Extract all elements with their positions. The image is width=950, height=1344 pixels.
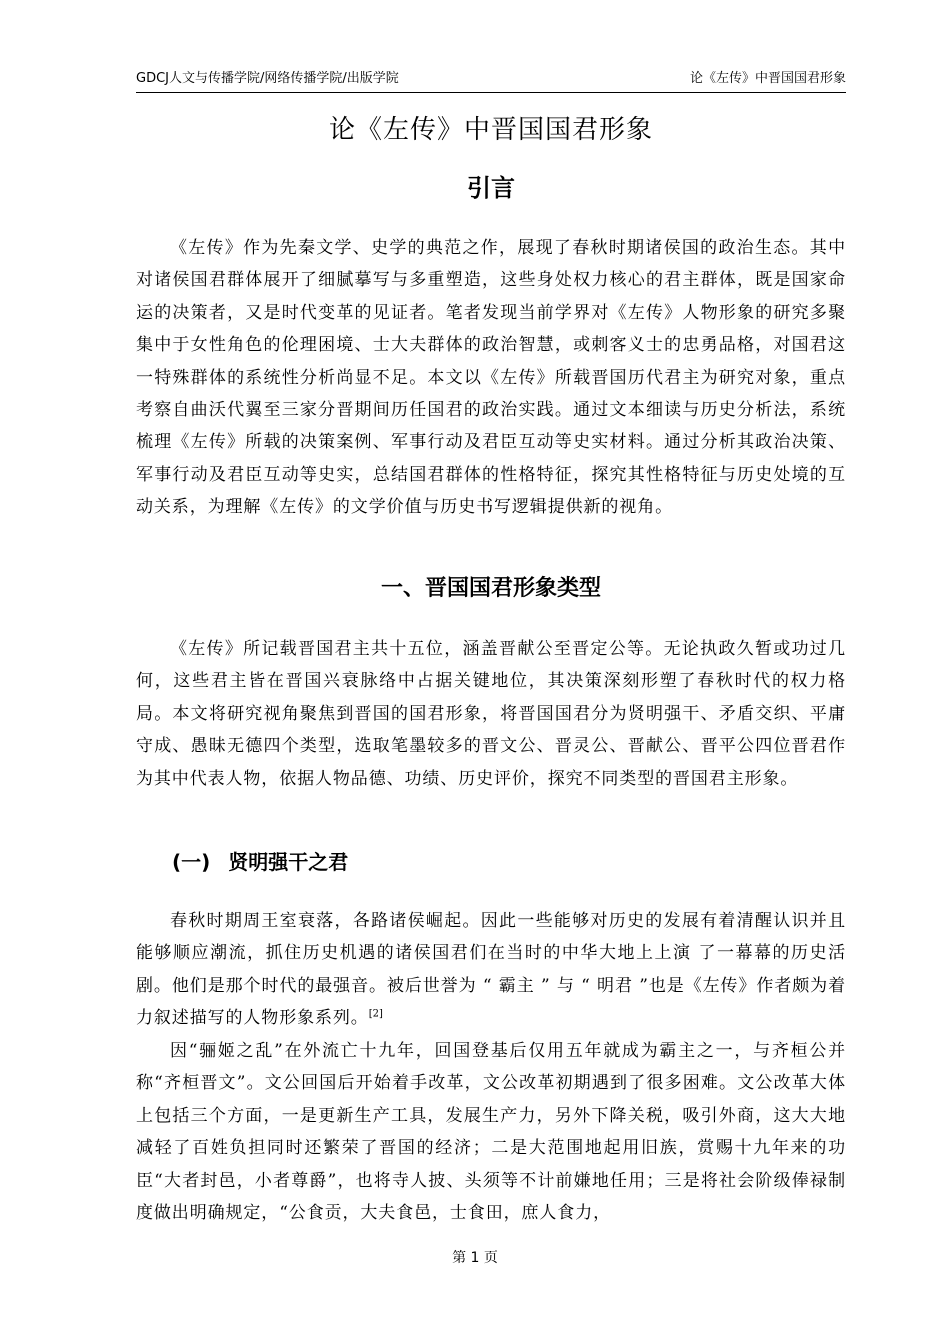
header-institution: GDCJ人文与传播学院/网络传播学院/出版学院 [136, 71, 399, 86]
subsection-1-heading [172, 846, 348, 878]
subsection-1-paragraph-2: 因“骊姬之乱”在外流亡十九年，回国登基后仅用五年就成为霸主之一，与齐桓公并称“齐桓晋文”。文公回国后开始着手改革，文公改革初期遇到了很多困难。文公改革大体上包括三个方面，一是更新生产工具，发展生产力，另外下降关税，吸引外商，这大大地减轻了百姓负担同时还繁荣了晋国的经济；二是大范围地起用旧族，赏赐十九年来的功臣“大者封邑，小者尊爵”，也将寺人披、头须等不计前嫌地任用；三是将社会阶级俸禄制度做出明确规定，“公食贡，大夫食邑，士食田，庶人食力， [136, 1041, 846, 1224]
subsection-1-title: 贤明强干之君 [228, 850, 349, 874]
intro-paragraph: 《左传》作为先秦文学、史学的典范之作，展现了春秋时期诸侯国的政治生态。其中对诸侯国君群体展开了细腻摹写与多重塑造，这些身处权力核心的君主群体，既是国家命运的决策者，又是时代变革的见证者。笔者发现当前学界对《左传》人物形象的研究多聚集中于女性角色的伦理困境、士大夫群体的政治智慧，或刺客义士的忠勇品格，对国君这一特殊群体的系统性分析尚显不足。本文以《左传》所载晋国历代君主为研究对象，重点考察自曲沃代翼至三家分晋期间历任国君的政治实践。通过文本细读与历史分析法，系统梳理《左传》所载的决策案例、军事行动及君臣互动等史实材料。通过分析其政治决策、军事行动及君臣互动等史实，总结国君群体的性格特征，探究其性格特征与历史处境的互动关系，为理解《左传》的文学价值与历史书写逻辑提供新的视角。 [136, 238, 846, 518]
subsection-1-number: (一) [172, 850, 211, 874]
intro-heading: 引言 [467, 174, 515, 202]
subsection-1-paragraph-1 [136, 905, 846, 1035]
page-number: 第 1 页 [452, 1250, 498, 1266]
section-1-paragraph: 《左传》所记载晋国君主共十五位，涵盖晋献公至晋定公等。无论执政久暂或功过几何，这些君主皆在晋国兴衰脉络中占据关键地位，其决策深刻形塑了春秋时代的权力格局。本文将研究视角聚焦到晋国的国君形象，将晋国国君分为贤明强干、矛盾交织、平庸守成、愚昧无德四个类型，选取笔墨较多的晋文公、晋灵公、晋献公、晋平公四位晋君作为其中代表人物，依据人物品德、功绩、历史评价，探究不同类型的晋国君主形象。 [136, 639, 846, 789]
section-1-heading: 一、晋国国君形象类型 [380, 576, 601, 601]
header-divider [136, 92, 846, 93]
header-short-title: 论《左传》中晋国国君形象 [689, 71, 846, 86]
running-header [136, 68, 846, 90]
citation-marker[interactable]: [2] [368, 1008, 383, 1020]
subsection-1-paragraph-1-text: 春秋时期周王室衰落，各路诸侯崛起。因此一些能够对历史的发展有着清醒认识并且能够顺应潮流，抓住历史机遇的诸侯国君们在当时的中华大地上上演 了一幕幕的历史活剧。他们是那个时代的最强音。被后世誉为 “ 霸主 ” 与 “ 明君 ”也是《左传》作者颇为着力叙述描写的人物形象系列。 [136, 911, 846, 1029]
paper-title: 论《左传》中晋国国君形象 [328, 115, 653, 145]
